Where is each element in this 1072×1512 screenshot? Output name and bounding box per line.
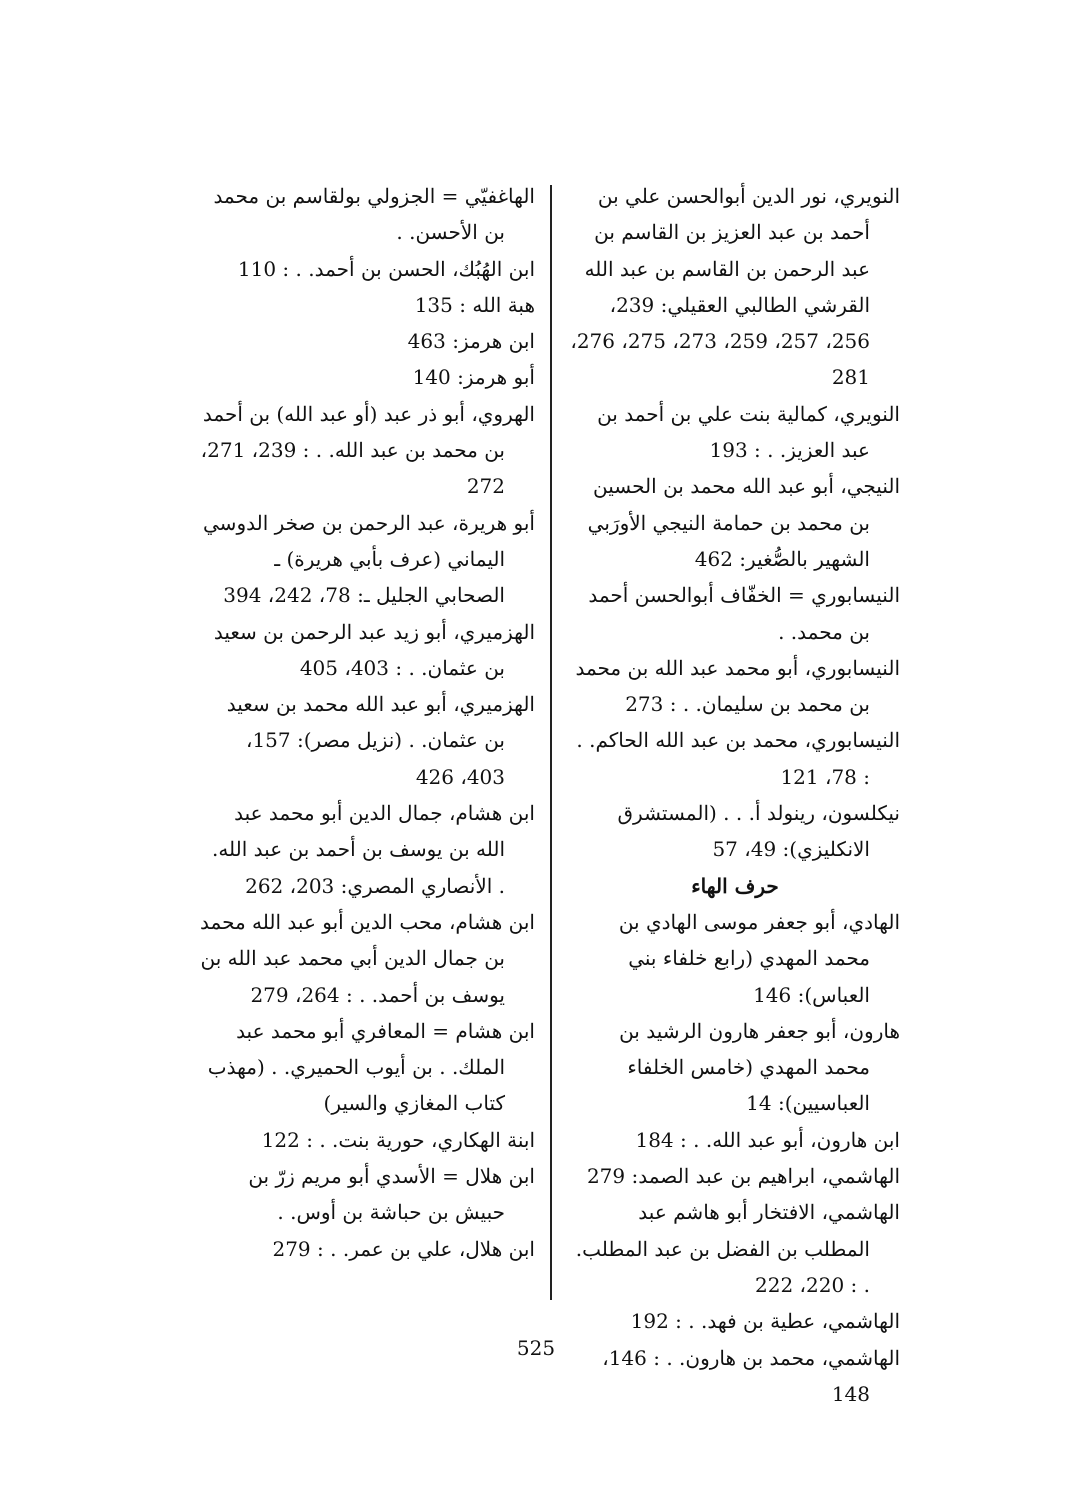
index-column-left bbox=[200, 178, 535, 1267]
index-entry: الهاشمي، عطية بن فهد. . : 192 bbox=[630, 1309, 900, 1334]
index-entry: الهزميري، أبو عبد الله محمد بن سعيد بن عثمان. . (نزيل مصر): 157، 403، 426 bbox=[226, 692, 535, 789]
column-divider bbox=[550, 185, 552, 1300]
index-entry: الهاغفيّي = الجزولي بولقاسم بن محمد بن الأحسن. . bbox=[213, 184, 535, 245]
index-entry: ابن هلال، علي بن عمر. . : 279 bbox=[272, 1236, 535, 1261]
index-entry: أبو هريرة، عبد الرحمن بن صخر الدوسي اليماني (عرف بأبي هريرة) ـ الصحابي الجليل ـ: 78، 242، 394 bbox=[203, 510, 535, 608]
index-entry: ابن الهُبُك، الحسن بن أحمد. . : 110 bbox=[237, 256, 535, 281]
index-entry: ابن هشام، جمال الدين أبو محمد عبد الله بن يوسف بن أحمد بن عبد الله. . الأنصاري المصري: 203، 262 bbox=[211, 801, 535, 898]
section-heading: حرف الهاء bbox=[691, 873, 779, 898]
index-entry: النيسابوري، أبو محمد عبد الله بن محمد بن محمد بن سليمان. . : 273 bbox=[575, 655, 900, 717]
index-entry: ابن هلال = الأسدي أبو مريم زرّ بن حبيش بن حباشة بن أوس. . bbox=[248, 1164, 535, 1225]
index-entry: ابن هارون، أبو عبد الله. . : 184 bbox=[635, 1127, 900, 1152]
index-entry: النيجي، أبو عبد الله محمد بن الحسين بن محمد بن حمامة النيجي الأورَبي الشهير بالصُّغير: 462 bbox=[587, 474, 900, 571]
page-number: 525 bbox=[516, 1336, 556, 1360]
index-entry: هبة الله : 135 bbox=[414, 292, 535, 317]
index-entry: الهادي، أبو جعفر موسى الهادي بن محمد المهدي (رابع خلفاء بني العباس): 146 bbox=[618, 909, 900, 1007]
index-entry: النويري، كمالية بنت علي بن أحمد بن عبد العزيز. . : 193 bbox=[597, 401, 900, 463]
index-entry: الهاشمي، ابراهيم بن عبد الصمد: 279 bbox=[586, 1164, 900, 1189]
index-entry: الهاشمي، محمد بن هارون. . : 146، 148 bbox=[602, 1345, 900, 1406]
index-column-right bbox=[570, 178, 900, 1412]
index-entry: النيسابوري = الخفّاف أبوالحسن أحمد بن محمد. . bbox=[588, 583, 900, 644]
index-entry: الهزميري، أبو زيد عبد الرحمن بن سعيد بن عثمان. . : 403، 405 bbox=[213, 619, 535, 680]
index-entry: الهروي، أبو ذر عبد (أو عبد الله) بن أحمد بن محمد بن عبد الله. . : 239، 271، 272 bbox=[200, 401, 535, 499]
index-entry: ابن هشام، محب الدين أبو عبد الله محمد بن جمال الدين أبي محمد عبد الله بن يوسف بن أحمد. . : 264، 279 bbox=[200, 909, 535, 1007]
index-entry: ابن هرمز: 463 bbox=[407, 329, 535, 354]
index-entry: ابنة الهكاري، حورية بنت. . : 122 bbox=[261, 1127, 535, 1152]
index-entry: نيكلسون، رينولد أ. . . (المستشرق الانكليزي): 49، 57 bbox=[617, 801, 900, 862]
index-entry: هارون، أبو جعفر هارون الرشيد بن محمد المهدي (خامس الخلفاء العباسيين): 14 bbox=[619, 1018, 900, 1116]
index-entry: ابن هشام = المعافري أبو محمد عبد الملك. . بن أيوب الحميري. . (مهذب كتاب المغازي والسير) bbox=[207, 1018, 535, 1116]
index-entry: النويري، نور الدين أبوالحسن علي بن أحمد بن عبد العزيز بن القاسم بن عبد الرحمن بن القاسم بن عبد الله القرشي الطالبي العقيلي: 239، 256، 257، 259، 273، 275، 276، 281 bbox=[570, 184, 900, 390]
index-entry: النيسابوري، محمد بن عبد الله الحاكم. . : 78، 121 bbox=[576, 728, 900, 789]
index-entry: الهاشمي، الافتخار أبو هاشم عبد المطلب بن الفضل بن عبد المطلب. . : 220، 222 bbox=[575, 1200, 900, 1297]
index-entry: أبو هرمز: 140 bbox=[412, 365, 535, 390]
